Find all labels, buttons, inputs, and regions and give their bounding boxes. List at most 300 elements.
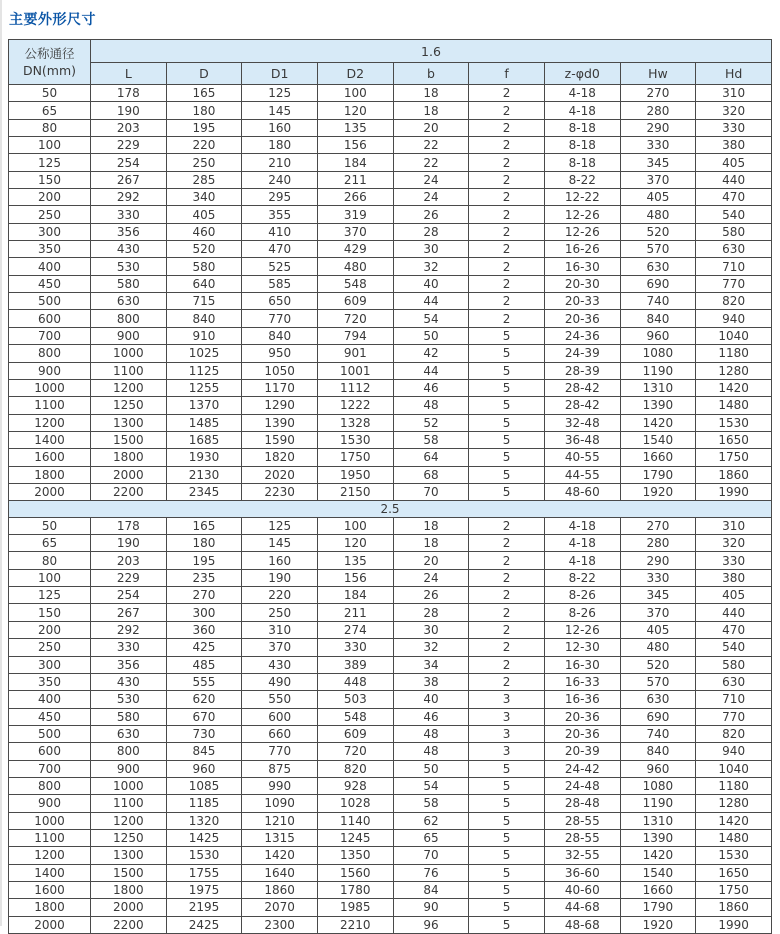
table-cell: 900 — [9, 795, 91, 812]
table-cell: 46 — [393, 708, 469, 725]
table-cell: 500 — [9, 725, 91, 742]
table-row — [9, 154, 772, 171]
table-cell: 300 — [9, 656, 91, 673]
table-cell: 794 — [317, 327, 393, 344]
table-cell: 229 — [91, 569, 167, 586]
table-cell: 12-26 — [544, 621, 620, 638]
table-cell: 960 — [166, 760, 242, 777]
table-cell: 430 — [91, 241, 167, 258]
table-cell: 960 — [620, 760, 696, 777]
table-cell: 1370 — [166, 397, 242, 414]
table-row — [9, 310, 772, 327]
table-cell: 8-18 — [544, 137, 620, 154]
table-cell: 270 — [166, 587, 242, 604]
table-cell: 3 — [469, 691, 545, 708]
table-cell: 20-36 — [544, 708, 620, 725]
table-cell: 22 — [393, 154, 469, 171]
table-cell: 1180 — [696, 345, 772, 362]
table-cell: 800 — [91, 743, 167, 760]
table-cell: 2 — [469, 171, 545, 188]
table-cell: 770 — [696, 708, 772, 725]
table-cell: 300 — [9, 223, 91, 240]
table-cell: 1000 — [91, 777, 167, 794]
table-cell: 1860 — [696, 466, 772, 483]
table-cell: 18 — [393, 517, 469, 534]
table-cell: 380 — [696, 569, 772, 586]
table-cell: 195 — [166, 552, 242, 569]
table-cell: 715 — [166, 293, 242, 310]
table-row — [9, 483, 772, 500]
table-cell: 5 — [469, 829, 545, 846]
table-cell: 76 — [393, 864, 469, 881]
table-cell: 1790 — [620, 466, 696, 483]
table-cell: 1320 — [166, 812, 242, 829]
table-cell: 210 — [242, 154, 318, 171]
column-header-row — [9, 63, 772, 85]
table-cell: 65 — [393, 829, 469, 846]
table-cell: 44-68 — [544, 899, 620, 916]
table-cell: 1860 — [696, 899, 772, 916]
table-cell: 820 — [696, 293, 772, 310]
table-cell: 1800 — [91, 881, 167, 898]
table-cell: 80 — [9, 552, 91, 569]
table-cell: 2000 — [91, 899, 167, 916]
table-row — [9, 414, 772, 431]
table-cell: 48 — [393, 725, 469, 742]
table-cell: 229 — [91, 137, 167, 154]
table-cell: 2070 — [242, 899, 318, 916]
table-cell: 500 — [9, 293, 91, 310]
table-row — [9, 569, 772, 586]
table-cell: 450 — [9, 708, 91, 725]
table-cell: 2 — [469, 258, 545, 275]
table-cell: 2 — [469, 587, 545, 604]
table-cell: 845 — [166, 743, 242, 760]
table-cell: 470 — [696, 621, 772, 638]
table-cell: 8-18 — [544, 119, 620, 136]
table-cell: 4-18 — [544, 552, 620, 569]
table-cell: 630 — [91, 293, 167, 310]
table-cell: 950 — [242, 345, 318, 362]
table-row — [9, 258, 772, 275]
table-row — [9, 795, 772, 812]
table-cell: 580 — [696, 656, 772, 673]
table-cell: 184 — [317, 587, 393, 604]
table-cell: 184 — [317, 154, 393, 171]
table-cell: 330 — [620, 569, 696, 586]
table-cell: 28-42 — [544, 379, 620, 396]
table-cell: 640 — [166, 275, 242, 292]
table-cell: 62 — [393, 812, 469, 829]
table-cell: 800 — [9, 345, 91, 362]
table-cell: 1530 — [166, 847, 242, 864]
table-cell: 690 — [620, 275, 696, 292]
table-cell: 16-33 — [544, 673, 620, 690]
table-cell: 405 — [620, 621, 696, 638]
table-cell: 211 — [317, 171, 393, 188]
table-cell: 125 — [9, 587, 91, 604]
table-row — [9, 171, 772, 188]
table-cell: 26 — [393, 206, 469, 223]
table-cell: 650 — [242, 293, 318, 310]
section-1-rows — [9, 85, 772, 501]
table-cell: 285 — [166, 171, 242, 188]
table-cell: 360 — [166, 621, 242, 638]
table-cell: 30 — [393, 241, 469, 258]
table-cell: 2 — [469, 604, 545, 621]
table-cell: 190 — [91, 102, 167, 119]
table-cell: 96 — [393, 916, 469, 933]
table-cell: 100 — [9, 137, 91, 154]
table-row — [9, 881, 772, 898]
table-cell: 1420 — [696, 379, 772, 396]
table-row — [9, 119, 772, 136]
table-cell: 4-18 — [544, 85, 620, 102]
table-cell: 4-18 — [544, 517, 620, 534]
table-cell: 16-30 — [544, 656, 620, 673]
table-cell: 1425 — [166, 829, 242, 846]
table-cell: 1112 — [317, 379, 393, 396]
table-cell: 2 — [469, 85, 545, 102]
table-cell: 28-55 — [544, 829, 620, 846]
table-cell: 267 — [91, 171, 167, 188]
table-cell: 580 — [166, 258, 242, 275]
table-cell: 1660 — [620, 449, 696, 466]
table-cell: 1400 — [9, 431, 91, 448]
table-cell: 5 — [469, 345, 545, 362]
table-cell: 340 — [166, 189, 242, 206]
table-cell: 1540 — [620, 431, 696, 448]
table-cell: 28-42 — [544, 397, 620, 414]
table-cell: 430 — [91, 673, 167, 690]
table-cell: 570 — [620, 673, 696, 690]
table-cell: 520 — [620, 656, 696, 673]
table-cell: 2150 — [317, 483, 393, 500]
table-cell: 40-55 — [544, 449, 620, 466]
table-cell: 2130 — [166, 466, 242, 483]
table-cell: 740 — [620, 293, 696, 310]
table-cell: 1200 — [9, 414, 91, 431]
table-cell: 2 — [469, 673, 545, 690]
table-cell: 503 — [317, 691, 393, 708]
table-cell: 525 — [242, 258, 318, 275]
table-cell: 345 — [620, 154, 696, 171]
table-cell: 405 — [166, 206, 242, 223]
table-cell: 356 — [91, 656, 167, 673]
table-cell: 429 — [317, 241, 393, 258]
column-header-hw: Hw — [620, 63, 696, 85]
table-cell: 156 — [317, 137, 393, 154]
table-cell: 320 — [696, 102, 772, 119]
table-cell: 90 — [393, 899, 469, 916]
table-cell: 120 — [317, 535, 393, 552]
dn-header-line1: 公称通径 — [24, 45, 75, 61]
table-cell: 16-26 — [544, 241, 620, 258]
table-cell: 1190 — [620, 362, 696, 379]
table-cell: 1200 — [91, 379, 167, 396]
table-cell: 292 — [91, 189, 167, 206]
table-cell: 1485 — [166, 414, 242, 431]
table-cell: 292 — [91, 621, 167, 638]
table-cell: 330 — [91, 206, 167, 223]
table-cell: 480 — [317, 258, 393, 275]
table-cell: 290 — [620, 552, 696, 569]
table-cell: 1530 — [696, 414, 772, 431]
table-cell: 70 — [393, 847, 469, 864]
table-cell: 250 — [166, 154, 242, 171]
dn-column-header — [9, 40, 91, 85]
table-cell: 1500 — [91, 864, 167, 881]
table-cell: 1315 — [242, 829, 318, 846]
table-row — [9, 829, 772, 846]
table-cell: 910 — [166, 327, 242, 344]
table-cell: 1028 — [317, 795, 393, 812]
table-cell: 24 — [393, 189, 469, 206]
table-cell: 310 — [696, 517, 772, 534]
table-cell: 2 — [469, 656, 545, 673]
table-cell: 1650 — [696, 864, 772, 881]
table-cell: 68 — [393, 466, 469, 483]
table-cell: 2 — [469, 552, 545, 569]
table-cell: 50 — [393, 327, 469, 344]
table-cell: 1750 — [696, 881, 772, 898]
table-cell: 65 — [9, 102, 91, 119]
table-cell: 5 — [469, 327, 545, 344]
table-row — [9, 362, 772, 379]
table-cell: 1800 — [91, 449, 167, 466]
table-cell: 530 — [91, 258, 167, 275]
table-cell: 50 — [9, 85, 91, 102]
table-cell: 800 — [9, 777, 91, 794]
table-cell: 1400 — [9, 864, 91, 881]
table-cell: 1640 — [242, 864, 318, 881]
table-row — [9, 102, 772, 119]
table-row — [9, 899, 772, 916]
table-cell: 1650 — [696, 431, 772, 448]
column-header-d: D — [166, 63, 242, 85]
table-cell: 34 — [393, 656, 469, 673]
table-row — [9, 293, 772, 310]
table-cell: 32-48 — [544, 414, 620, 431]
table-cell: 54 — [393, 310, 469, 327]
table-cell: 2210 — [317, 916, 393, 933]
table-cell: 290 — [620, 119, 696, 136]
table-cell: 430 — [242, 656, 318, 673]
table-cell: 2195 — [166, 899, 242, 916]
table-cell: 8-26 — [544, 587, 620, 604]
table-cell: 160 — [242, 552, 318, 569]
table-cell: 220 — [166, 137, 242, 154]
table-cell: 250 — [9, 639, 91, 656]
table-cell: 370 — [620, 604, 696, 621]
table-cell: 609 — [317, 725, 393, 742]
table-cell: 12-26 — [544, 206, 620, 223]
table-cell: 1300 — [91, 414, 167, 431]
table-cell: 8-22 — [544, 171, 620, 188]
table-row — [9, 345, 772, 362]
table-row — [9, 639, 772, 656]
table-cell: 1200 — [91, 812, 167, 829]
table-cell: 1800 — [9, 899, 91, 916]
table-cell: 720 — [317, 743, 393, 760]
table-cell: 300 — [166, 604, 242, 621]
table-row — [9, 397, 772, 414]
table-cell: 405 — [696, 587, 772, 604]
table-cell: 2 — [469, 241, 545, 258]
table-cell: 1100 — [91, 795, 167, 812]
table-cell: 70 — [393, 483, 469, 500]
table-cell: 1040 — [696, 760, 772, 777]
table-cell: 24-36 — [544, 327, 620, 344]
table-cell: 1985 — [317, 899, 393, 916]
table-cell: 1975 — [166, 881, 242, 898]
table-cell: 20-36 — [544, 310, 620, 327]
table-cell: 5 — [469, 362, 545, 379]
table-cell: 100 — [317, 517, 393, 534]
table-cell: 840 — [242, 327, 318, 344]
table-row — [9, 431, 772, 448]
table-cell: 3 — [469, 708, 545, 725]
table-row — [9, 449, 772, 466]
table-cell: 1310 — [620, 812, 696, 829]
table-cell: 580 — [91, 275, 167, 292]
table-cell: 24-48 — [544, 777, 620, 794]
table-cell: 1780 — [317, 881, 393, 898]
table-cell: 1180 — [696, 777, 772, 794]
table-cell: 1950 — [317, 466, 393, 483]
column-header-d1: D1 — [242, 63, 318, 85]
table-cell: 5 — [469, 483, 545, 500]
table-row — [9, 379, 772, 396]
table-cell: 600 — [242, 708, 318, 725]
table-cell: 180 — [166, 535, 242, 552]
table-cell: 356 — [91, 223, 167, 240]
table-cell: 2 — [469, 102, 545, 119]
table-cell: 2200 — [91, 483, 167, 500]
table-cell: 5 — [469, 397, 545, 414]
table-header — [9, 40, 772, 85]
table-cell: 18 — [393, 85, 469, 102]
column-header-d2: D2 — [317, 63, 393, 85]
table-cell: 156 — [317, 569, 393, 586]
table-cell: 4-18 — [544, 535, 620, 552]
table-cell: 410 — [242, 223, 318, 240]
table-cell: 5 — [469, 431, 545, 448]
table-cell: 840 — [166, 310, 242, 327]
table-cell: 280 — [620, 535, 696, 552]
table-cell: 1100 — [9, 829, 91, 846]
table-row — [9, 691, 772, 708]
table-cell: 1050 — [242, 362, 318, 379]
table-cell: 1328 — [317, 414, 393, 431]
table-cell: 600 — [9, 743, 91, 760]
table-cell: 4-18 — [544, 102, 620, 119]
table-cell: 195 — [166, 119, 242, 136]
table-row — [9, 621, 772, 638]
table-cell: 1000 — [9, 379, 91, 396]
table-cell: 32 — [393, 258, 469, 275]
table-cell: 24-39 — [544, 345, 620, 362]
table-row — [9, 327, 772, 344]
table-cell: 125 — [242, 85, 318, 102]
table-cell: 570 — [620, 241, 696, 258]
pressure-section-2-header: 2.5 — [9, 501, 772, 518]
table-cell: 400 — [9, 258, 91, 275]
table-cell: 1000 — [91, 345, 167, 362]
table-cell: 266 — [317, 189, 393, 206]
table-row — [9, 137, 772, 154]
table-cell: 180 — [242, 137, 318, 154]
table-cell: 1390 — [620, 397, 696, 414]
table-cell: 2 — [469, 206, 545, 223]
table-cell: 2 — [469, 569, 545, 586]
table-cell: 160 — [242, 119, 318, 136]
table-cell: 555 — [166, 673, 242, 690]
table-cell: 1660 — [620, 881, 696, 898]
table-cell: 1750 — [317, 449, 393, 466]
table-cell: 28 — [393, 223, 469, 240]
table-cell: 1920 — [620, 483, 696, 500]
table-cell: 5 — [469, 777, 545, 794]
table-cell: 485 — [166, 656, 242, 673]
table-cell: 1350 — [317, 847, 393, 864]
table-cell: 2000 — [9, 483, 91, 500]
table-cell: 2 — [469, 154, 545, 171]
table-row — [9, 812, 772, 829]
table-cell: 1420 — [696, 812, 772, 829]
table-cell: 145 — [242, 535, 318, 552]
table-cell: 1222 — [317, 397, 393, 414]
table-cell: 1685 — [166, 431, 242, 448]
table-cell: 440 — [696, 604, 772, 621]
table-cell: 425 — [166, 639, 242, 656]
table-cell: 1025 — [166, 345, 242, 362]
table-cell: 330 — [696, 119, 772, 136]
table-row — [9, 656, 772, 673]
table-cell: 440 — [696, 171, 772, 188]
table-cell: 1990 — [696, 483, 772, 500]
table-row — [9, 466, 772, 483]
table-cell: 1480 — [696, 829, 772, 846]
table-cell: 2230 — [242, 483, 318, 500]
table-cell: 65 — [9, 535, 91, 552]
section-2-divider — [9, 501, 772, 518]
table-cell: 150 — [9, 604, 91, 621]
table-cell: 470 — [242, 241, 318, 258]
table-cell: 1530 — [696, 847, 772, 864]
table-cell: 370 — [620, 171, 696, 188]
table-cell: 1185 — [166, 795, 242, 812]
table-cell: 1125 — [166, 362, 242, 379]
table-cell: 5 — [469, 899, 545, 916]
pressure-section-1-header: 1.6 — [91, 40, 772, 63]
table-row — [9, 743, 772, 760]
table-cell: 700 — [9, 760, 91, 777]
table-cell: 1000 — [9, 812, 91, 829]
table-cell: 2 — [469, 119, 545, 136]
table-cell: 690 — [620, 708, 696, 725]
table-cell: 5 — [469, 466, 545, 483]
table-cell: 350 — [9, 673, 91, 690]
table-cell: 240 — [242, 171, 318, 188]
table-cell: 30 — [393, 621, 469, 638]
table-cell: 3 — [469, 743, 545, 760]
table-cell: 1080 — [620, 777, 696, 794]
table-row — [9, 587, 772, 604]
table-cell: 16-30 — [544, 258, 620, 275]
table-cell: 730 — [166, 725, 242, 742]
table-cell: 380 — [696, 137, 772, 154]
